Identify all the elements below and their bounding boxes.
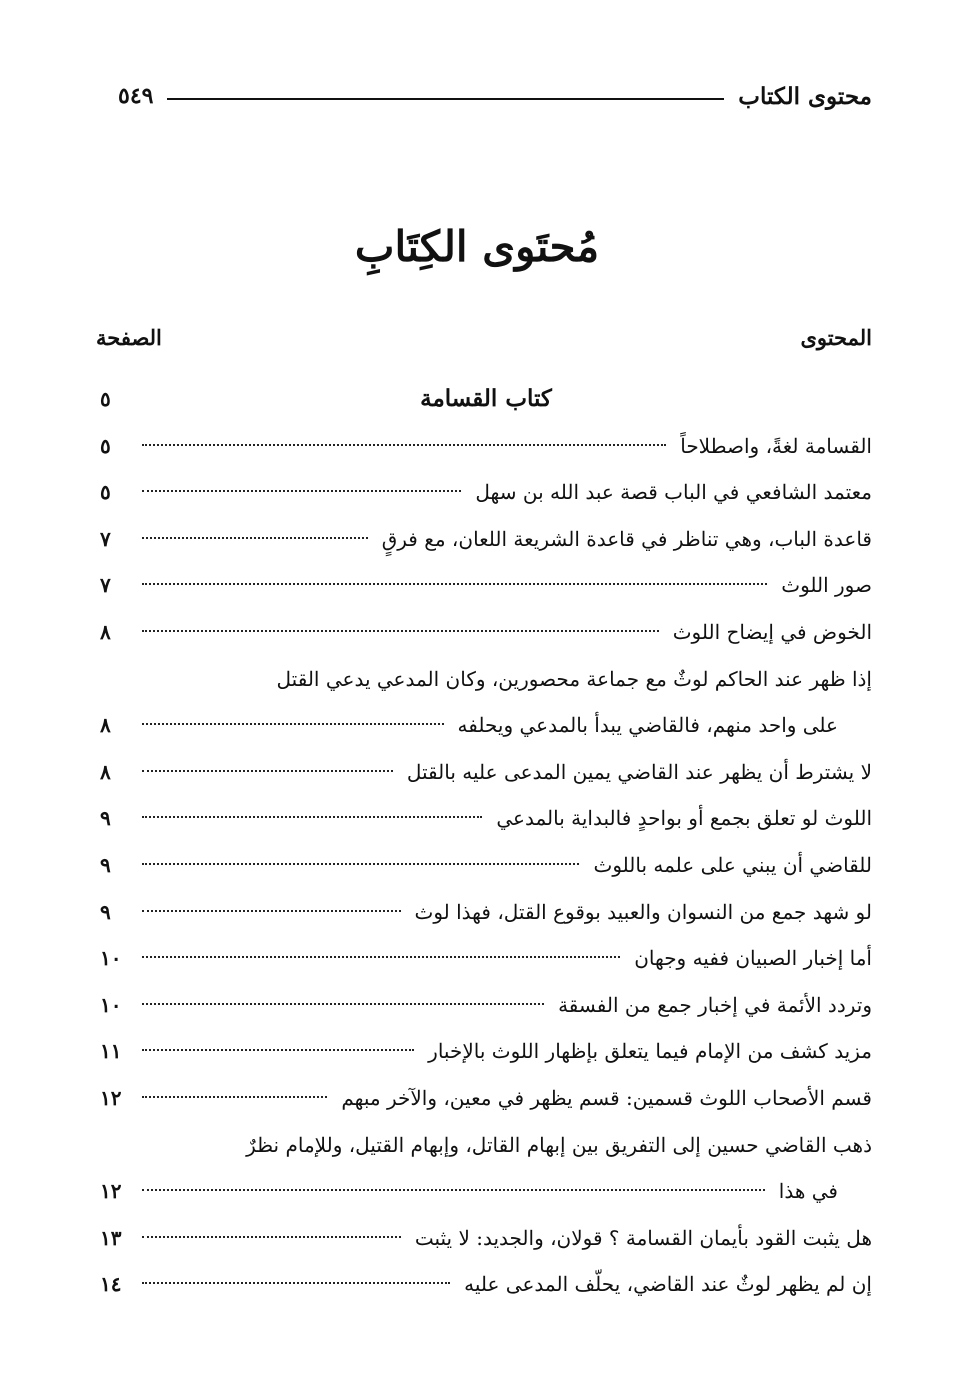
- toc-entry-page: ١٠: [100, 946, 122, 971]
- toc-entry-title: القسامة لغةً، واصطلاحاً: [680, 433, 872, 458]
- dot-leader: [142, 863, 579, 865]
- toc-entry-title: إن لم يظهر لوثٌ عند القاضي، يحلّف المدعى عليه: [464, 1272, 872, 1297]
- toc-entry-row[interactable]: [100, 469, 872, 516]
- toc-entry-page: ٥: [100, 433, 111, 458]
- toc-entry-row[interactable]: [100, 1028, 872, 1075]
- dot-leader: [142, 490, 461, 492]
- dot-leader: [142, 1049, 414, 1051]
- toc-entry-page: ١٠: [100, 992, 122, 1017]
- dot-leader: [142, 444, 666, 446]
- dot-leader: [142, 630, 659, 632]
- toc-entry-title: قسم الأصحاب اللوث قسمين: قسم يظهر في معين، والآخر مبهم: [341, 1085, 872, 1110]
- toc-entry-continuation: على واحد منهم، فالقاضي يبدأ بالمدعي ويحلفه: [457, 713, 838, 738]
- toc-entry-row[interactable]: [100, 609, 872, 656]
- toc-entry-continuation: في هذا: [778, 1179, 838, 1204]
- dot-leader: [142, 956, 620, 958]
- toc-entry-title: معتمد الشافعي في الباب قصة عبد الله بن سهل: [475, 480, 872, 505]
- toc-entry-row[interactable]: [100, 935, 872, 982]
- toc-entry-title: صور اللوث: [781, 573, 872, 598]
- toc-entries: [100, 423, 872, 1308]
- toc-entry-title: إذا ظهر عند الحاكم لوثٌ مع جماعة محصورين، وكان المدعي يدعي القتل: [276, 666, 872, 691]
- toc-entry-title: الخوض في إيضاح اللوث: [672, 619, 872, 644]
- toc-entry-title: وتردد الأئمة في إخبار جمع من الفسقة: [558, 992, 872, 1017]
- toc-entry-continuation-row[interactable]: [100, 1168, 872, 1215]
- toc-entry-row[interactable]: [100, 842, 872, 889]
- toc-entry-row[interactable]: [100, 1261, 872, 1308]
- dot-leader: [142, 1003, 544, 1005]
- page-column-heading: الصفحة: [96, 324, 162, 350]
- toc-entry-page: ١٣: [100, 1225, 122, 1250]
- toc-entry-page: ٩: [100, 852, 111, 877]
- toc-entry-title: لا يشترط أن يظهر عند القاضي يمين المدعى عليه بالقتل: [406, 759, 872, 784]
- dot-leader: [142, 537, 368, 539]
- toc-entry-page: ١٤: [100, 1272, 122, 1297]
- toc-entry-page: ٧: [100, 573, 111, 598]
- toc-entry-row[interactable]: [100, 516, 872, 563]
- toc-entry-page: ١١: [100, 1039, 122, 1064]
- dot-leader: [142, 1189, 765, 1191]
- dot-leader: [142, 910, 401, 912]
- toc-entry-row[interactable]: [100, 423, 872, 470]
- toc-entry-page: ٨: [100, 619, 111, 644]
- column-headings: [96, 320, 872, 354]
- content-column-heading: المحتوى: [800, 324, 872, 350]
- page-title: مُحتَوى الكِتَابِ: [354, 222, 600, 271]
- toc-entry-row[interactable]: [100, 656, 872, 703]
- dot-leader: [142, 1236, 401, 1238]
- page-number: ٥٤٩: [118, 83, 154, 109]
- toc-entry-continuation-row[interactable]: [100, 702, 872, 749]
- table-of-contents: [100, 376, 872, 1308]
- toc-entry-page: ٩: [100, 806, 111, 831]
- toc-entry-row[interactable]: [100, 889, 872, 936]
- toc-entry-row[interactable]: [100, 795, 872, 842]
- running-title: محتوى الكتاب: [738, 82, 872, 110]
- toc-entry-page: ١٢: [100, 1085, 122, 1110]
- dot-leader: [142, 1096, 327, 1098]
- toc-entry-page: ٨: [100, 713, 111, 738]
- toc-entry-title: اللوث لو تعلق بجمع أو بواحدٍ فالبداية بالمدعي: [496, 806, 872, 831]
- toc-entry-page: ٥: [100, 480, 111, 505]
- toc-entry-page: ٩: [100, 899, 111, 924]
- toc-entry-title: لو شهد جمع من النسوان والعبيد بوقوع القتل، فهذا لوث: [414, 899, 872, 924]
- running-header: [118, 78, 872, 114]
- toc-entry-row[interactable]: [100, 1215, 872, 1262]
- dot-leader: [142, 1282, 450, 1284]
- toc-section-row[interactable]: [100, 376, 872, 423]
- dot-leader: [142, 723, 444, 725]
- toc-entry-title: للقاضي أن يبني على علمه باللوث: [593, 852, 872, 877]
- toc-entry-row[interactable]: [100, 1075, 872, 1122]
- toc-entry-title: أما إخبار الصبيان ففيه وجهان: [634, 946, 872, 971]
- toc-entry-row[interactable]: [100, 1122, 872, 1169]
- toc-entry-page: ٧: [100, 526, 111, 551]
- toc-entry-page: ١٢: [100, 1179, 122, 1204]
- toc-entry-row[interactable]: [100, 749, 872, 796]
- toc-entry-row[interactable]: [100, 562, 872, 609]
- section-page-number: ٥: [100, 387, 111, 411]
- dot-leader: [142, 583, 767, 585]
- toc-entry-title: هل يثبت القود بأيمان القسامة ؟ قولان، والجديد: لا يثبت: [414, 1225, 872, 1250]
- dot-leader: [142, 816, 482, 818]
- header-rule: [167, 98, 724, 100]
- toc-entry-title: مزيد كشف من الإمام فيما يتعلق بإظهار اللوث بالإخبار: [428, 1039, 872, 1064]
- toc-entry-title: ذهب القاضي حسين إلى التفريق بين إبهام القاتل، وإبهام القتيل، وللإمام نظرٌ: [246, 1132, 872, 1157]
- toc-entry-row[interactable]: [100, 982, 872, 1029]
- toc-entry-page: ٨: [100, 759, 111, 784]
- dot-leader: [142, 770, 393, 772]
- toc-entry-title: قاعدة الباب، وهي تناظر في قاعدة الشريعة اللعان، مع فرقٍ: [381, 526, 872, 551]
- section-title: كتاب القسامة: [420, 385, 552, 412]
